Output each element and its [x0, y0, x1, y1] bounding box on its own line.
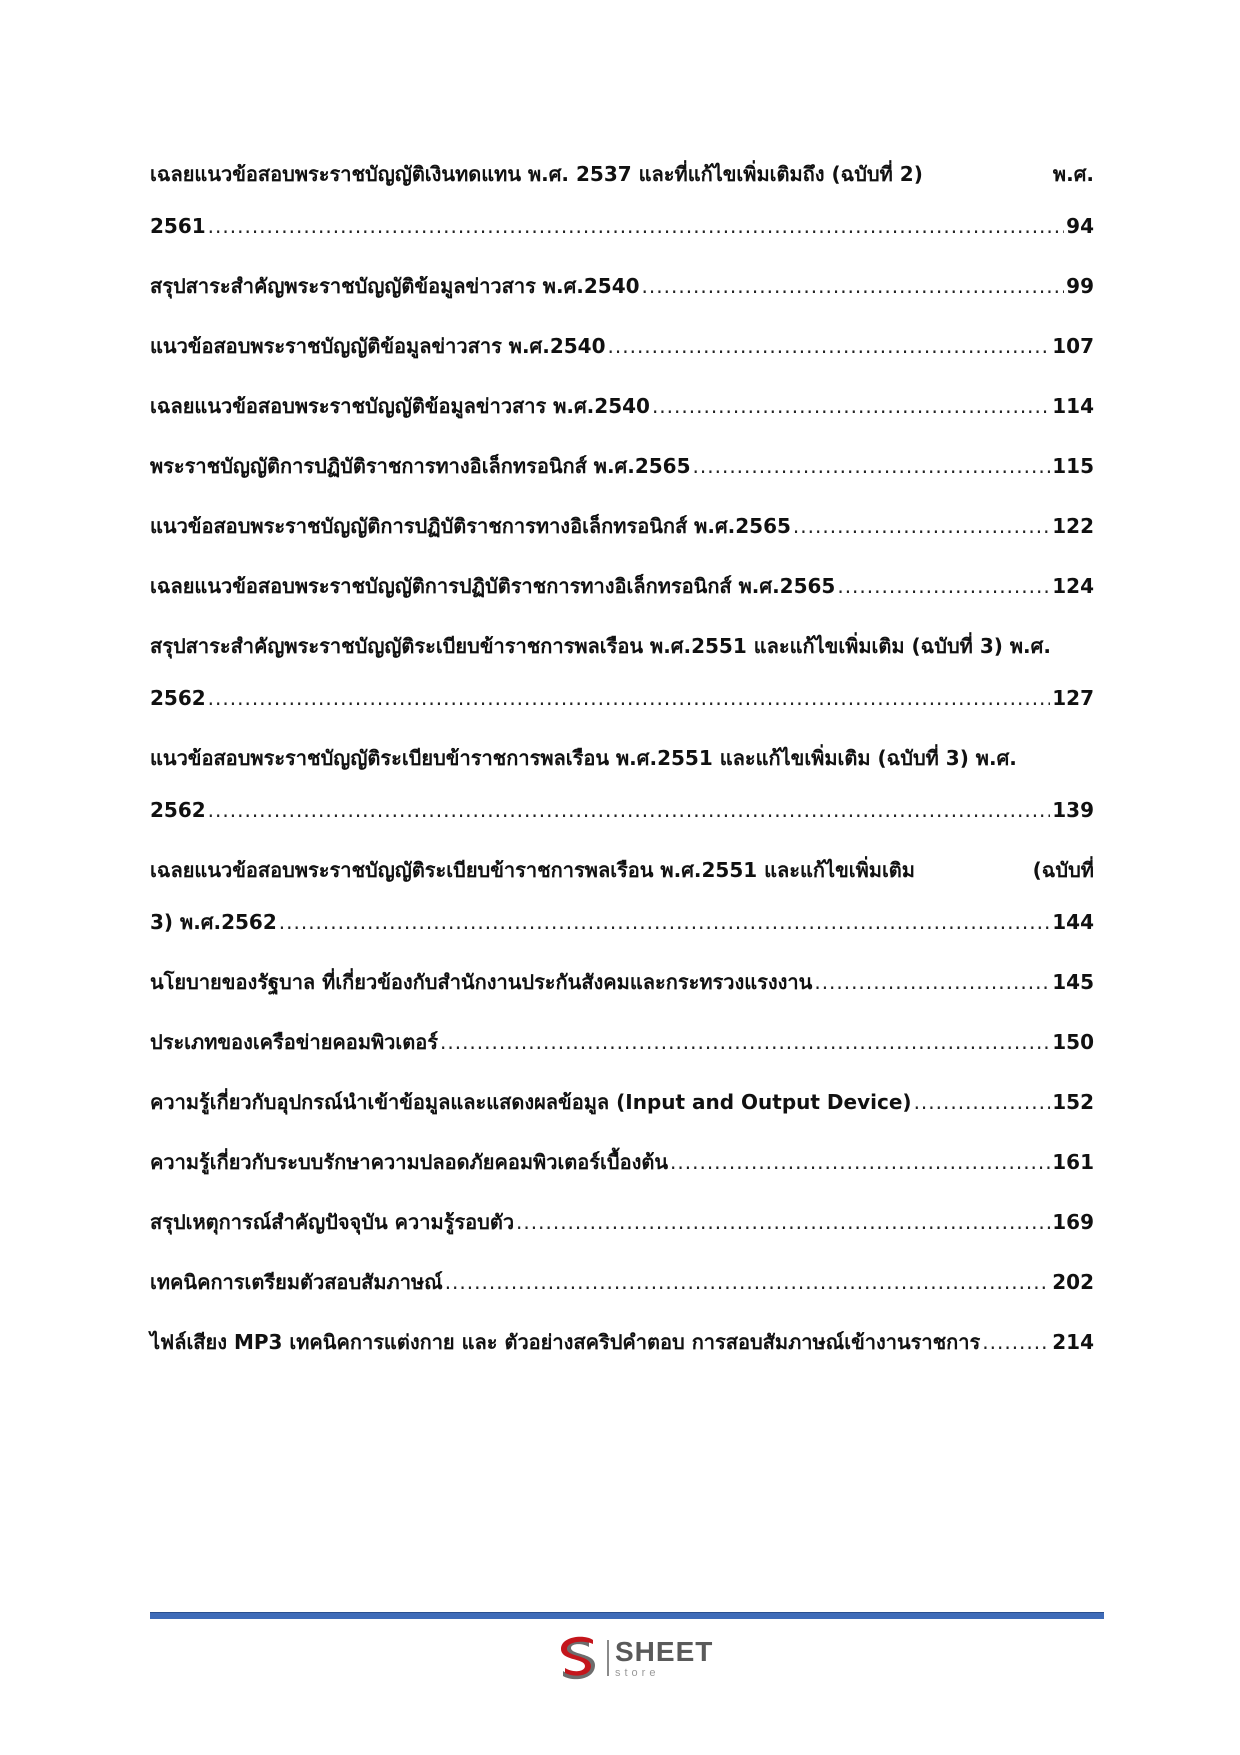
- logo-divider: [607, 1640, 609, 1676]
- toc-entry-title-continued: 3) พ.ศ.2562: [150, 910, 277, 934]
- toc-dot-leader: [814, 956, 1050, 1008]
- toc-page-number: 214: [1052, 1330, 1094, 1354]
- toc-page-number: 94: [1066, 214, 1094, 238]
- toc-entry[interactable]: [150, 320, 1094, 372]
- toc-entry-title: สรุปสาระสำคัญพระราชบัญญัติข้อมูลข่าวสาร พ.ศ.2540: [150, 274, 640, 298]
- toc-entry[interactable]: [150, 620, 1094, 724]
- logo-wordmark: SHEET: [615, 1635, 714, 1667]
- toc-entry-title: ไฟล์เสียง MP3 เทคนิคการแต่งกาย และ ตัวอย่างสคริปคำตอบ การสอบสัมภาษณ์เข้างานราชการ: [150, 1330, 981, 1354]
- sheet-store-logo: [555, 1632, 725, 1684]
- toc-entry[interactable]: [150, 844, 1094, 948]
- toc-dot-leader: [982, 1316, 1050, 1368]
- toc-dot-leader: [642, 260, 1065, 312]
- toc-page-number: 122: [1052, 514, 1094, 538]
- toc-page-number: 115: [1052, 454, 1094, 478]
- toc-entry[interactable]: [150, 956, 1094, 1008]
- toc-page-number: 152: [1052, 1090, 1094, 1114]
- toc-entry-title: แนวข้อสอบพระราชบัญญัติระเบียบข้าราชการพลเรือน พ.ศ.2551 และแก้ไขเพิ่มเติม (ฉบับที่ 3) พ.ศ.: [150, 746, 1017, 770]
- toc-dot-leader: [837, 560, 1050, 612]
- toc-entry-title: สรุปเหตุการณ์สำคัญปัจจุบัน ความรู้รอบตัว: [150, 1210, 515, 1234]
- toc-entry[interactable]: [150, 1316, 1094, 1368]
- toc-entry[interactable]: [150, 440, 1094, 492]
- toc-dot-leader: [208, 672, 1051, 724]
- toc-dot-leader: [445, 1256, 1051, 1308]
- toc-page-number: 169: [1052, 1210, 1094, 1234]
- toc-entry[interactable]: [150, 260, 1094, 312]
- toc-page-number: 202: [1052, 1270, 1094, 1294]
- toc-dot-leader: [279, 896, 1050, 948]
- toc-dot-leader: [670, 1136, 1050, 1188]
- toc-entry[interactable]: [150, 380, 1094, 432]
- toc-page-number: 114: [1052, 394, 1094, 418]
- toc-dot-leader: [608, 320, 1051, 372]
- toc-dot-leader: [440, 1016, 1050, 1068]
- toc-entry-title: ความรู้เกี่ยวกับระบบรักษาความปลอดภัยคอมพิวเตอร์เบื้องต้น: [150, 1150, 669, 1174]
- toc-page-number: 145: [1052, 970, 1094, 994]
- toc-entry-title-tail: (ฉบับที่: [1032, 858, 1094, 882]
- toc-entry-title-continued: 2562: [150, 686, 206, 710]
- toc-entry-title: ความรู้เกี่ยวกับอุปกรณ์นำเข้าข้อมูลและแสดงผลข้อมูล (Input and Output Device): [150, 1090, 912, 1114]
- toc-entry[interactable]: [150, 500, 1094, 552]
- toc-entry[interactable]: [150, 560, 1094, 612]
- toc-entry[interactable]: [150, 1196, 1094, 1248]
- toc-entry-title: สรุปสาระสำคัญพระราชบัญญัติระเบียบข้าราชการพลเรือน พ.ศ.2551 และแก้ไขเพิ่มเติม (ฉบับที่ 3) พ.ศ.: [150, 634, 1051, 658]
- toc-entry-title: เฉลยแนวข้อสอบพระราชบัญญัติการปฏิบัติราชการทางอิเล็กทรอนิกส์ พ.ศ.2565: [150, 574, 836, 598]
- toc-dot-leader: [693, 440, 1051, 492]
- toc-entry-title: เทคนิคการเตรียมตัวสอบสัมภาษณ์: [150, 1270, 443, 1294]
- toc-entry-title-continued: 2562: [150, 798, 206, 822]
- toc-page-number: 144: [1052, 910, 1094, 934]
- footer-rule: [150, 1612, 1104, 1619]
- toc-entry-title: แนวข้อสอบพระราชบัญญัติข้อมูลข่าวสาร พ.ศ.2540: [150, 334, 606, 358]
- toc-entry-title: แนวข้อสอบพระราชบัญญัติการปฏิบัติราชการทางอิเล็กทรอนิกส์ พ.ศ.2565: [150, 514, 791, 538]
- table-of-contents: [150, 148, 1094, 1376]
- toc-page-number: 139: [1052, 798, 1094, 822]
- logo-subtitle: store: [615, 1666, 660, 1679]
- toc-dot-leader: [516, 1196, 1050, 1248]
- toc-entry[interactable]: [150, 732, 1094, 836]
- toc-dot-leader: [793, 500, 1050, 552]
- toc-entry-title-tail: พ.ศ.: [1052, 162, 1094, 186]
- toc-entry[interactable]: [150, 1076, 1094, 1128]
- toc-entry-title: ประเภทของเครือข่ายคอมพิวเตอร์: [150, 1030, 438, 1054]
- toc-entry-title: นโยบายของรัฐบาล ที่เกี่ยวข้องกับสำนักงานประกันสังคมและกระทรวงแรงงาน: [150, 970, 813, 994]
- toc-dot-leader: [208, 200, 1064, 252]
- toc-page-number: 150: [1052, 1030, 1094, 1054]
- toc-dot-leader: [652, 380, 1050, 432]
- toc-entry[interactable]: [150, 1256, 1094, 1308]
- toc-dot-leader: [914, 1076, 1051, 1128]
- toc-entry[interactable]: [150, 1136, 1094, 1188]
- toc-page-number: 107: [1052, 334, 1094, 358]
- toc-dot-leader: [208, 784, 1051, 836]
- toc-entry[interactable]: [150, 148, 1094, 252]
- toc-entry-title: เฉลยแนวข้อสอบพระราชบัญญัติเงินทดแทน พ.ศ. 2537 และที่แก้ไขเพิ่มเติมถึง (ฉบับที่ 2): [150, 162, 923, 186]
- toc-entry-title: เฉลยแนวข้อสอบพระราชบัญญัติข้อมูลข่าวสาร พ.ศ.2540: [150, 394, 650, 418]
- toc-entry[interactable]: [150, 1016, 1094, 1068]
- sheet-store-logo-icon: [555, 1634, 603, 1682]
- toc-entry-title-continued: 2561: [150, 214, 206, 238]
- toc-page-number: 161: [1052, 1150, 1094, 1174]
- toc-page-number: 124: [1052, 574, 1094, 598]
- toc-entry-title: พระราชบัญญัติการปฏิบัติราชการทางอิเล็กทรอนิกส์ พ.ศ.2565: [150, 454, 691, 478]
- toc-page-number: 127: [1052, 686, 1094, 710]
- toc-entry-title: เฉลยแนวข้อสอบพระราชบัญญัติระเบียบข้าราชการพลเรือน พ.ศ.2551 และแก้ไขเพิ่มเติม: [150, 858, 915, 882]
- toc-page-number: 99: [1066, 274, 1094, 298]
